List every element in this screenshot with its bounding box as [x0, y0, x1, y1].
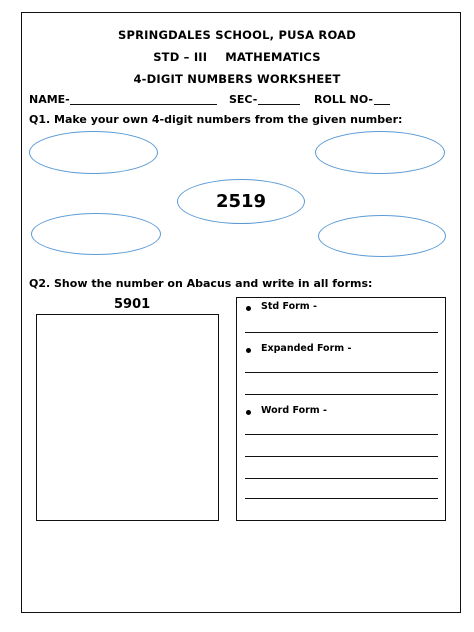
- bullet-icon: [246, 348, 251, 353]
- question-2: Q2. Show the number on Abacus and write in all forms:: [29, 277, 373, 290]
- name-label: NAME-: [29, 93, 70, 106]
- expanded-form-label: Expanded Form -: [261, 343, 352, 354]
- roll-no-label: ROLL NO-: [314, 93, 373, 106]
- answer-oval-top-left[interactable]: [29, 131, 158, 174]
- std-form-line[interactable]: [245, 332, 438, 333]
- sec-blank[interactable]: [258, 104, 300, 105]
- class-subject-line: [0, 50, 474, 64]
- expanded-form-line-1[interactable]: [245, 372, 438, 373]
- std-form-label: Std Form -: [261, 301, 317, 312]
- worksheet-title: 4-DIGIT NUMBERS WORKSHEET: [133, 72, 341, 86]
- sec-label: SEC-: [229, 93, 258, 106]
- bullet-icon: [246, 306, 251, 311]
- word-form-line-4[interactable]: [245, 498, 438, 499]
- subject-label: MATHEMATICS: [225, 50, 321, 64]
- given-number-oval: [177, 179, 305, 224]
- word-form-line-2[interactable]: [245, 456, 438, 457]
- answer-oval-bottom-right[interactable]: [318, 215, 446, 257]
- word-form-line-1[interactable]: [245, 434, 438, 435]
- name-blank[interactable]: [70, 104, 217, 105]
- expanded-form-line-2[interactable]: [245, 394, 438, 395]
- word-form-label: Word Form -: [261, 405, 327, 416]
- bullet-icon: [246, 410, 251, 415]
- given-number: 2519: [215, 191, 267, 212]
- school-name: SPRINGDALES SCHOOL, PUSA ROAD: [118, 28, 356, 42]
- abacus-drawing-box[interactable]: [36, 314, 219, 521]
- abacus-number: 5901: [114, 297, 151, 312]
- answer-oval-top-right[interactable]: [315, 131, 445, 174]
- question-1: Q1. Make your own 4-digit numbers from the given number:: [29, 113, 403, 126]
- roll-no-blank[interactable]: [374, 104, 390, 105]
- word-form-line-3[interactable]: [245, 478, 438, 479]
- number-forms-box: [236, 297, 446, 521]
- answer-oval-bottom-left[interactable]: [31, 213, 161, 255]
- std-label: STD – III: [153, 50, 208, 64]
